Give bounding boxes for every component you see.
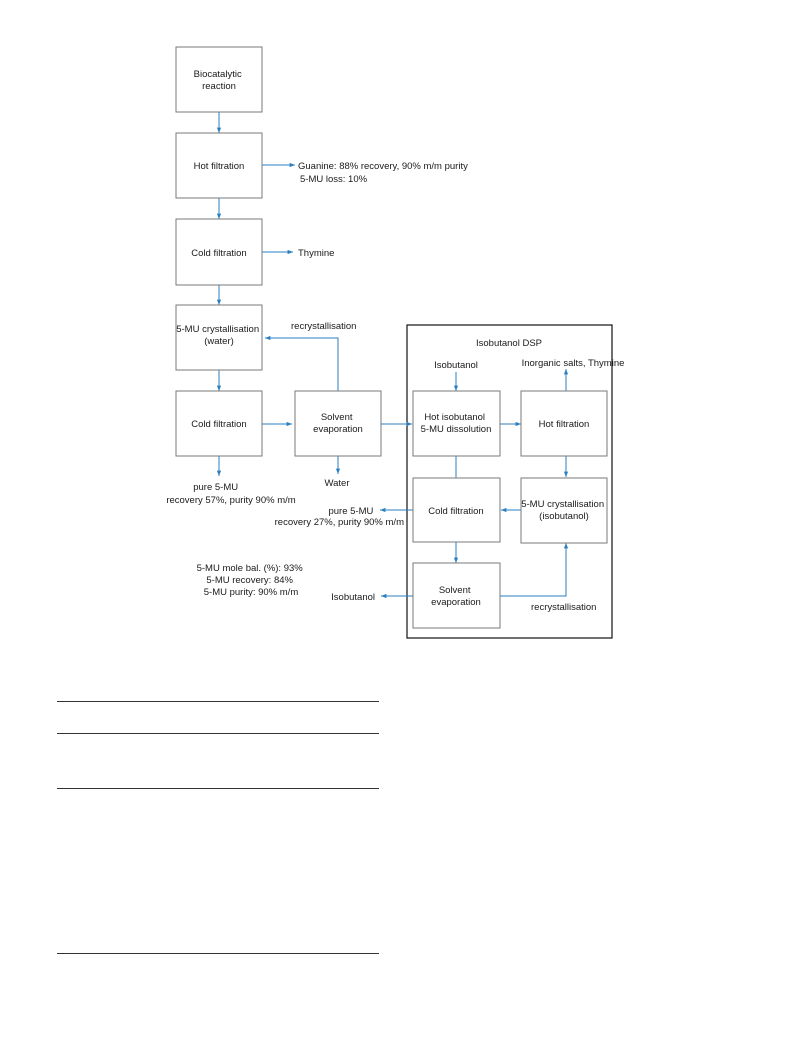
node-label: 5-MU crystallisation (water) <box>176 324 260 347</box>
label-water: Water <box>324 478 350 489</box>
label-pure-5mu-isobutanol: pure 5-MU recovery 27%, purity 90% m/m <box>274 506 404 528</box>
node-label: 5-MU crystallisation (isobutanol) <box>521 499 605 522</box>
horizontal-rule <box>57 953 379 954</box>
label-isobutanol-input: Isobutanol <box>434 360 478 371</box>
node-cold-filtration <box>176 219 262 285</box>
label-thymine: Thymine <box>298 248 335 259</box>
horizontal-rule <box>57 701 379 702</box>
node-solvent-evaporation <box>295 391 381 456</box>
label-guanine: Guanine: 88% recovery, 90% m/m purity 5-MU loss: 10% <box>298 161 468 185</box>
node-label: Solvent evaporation <box>431 585 481 608</box>
node-label: Cold filtration <box>191 419 247 430</box>
group-title: Isobutanol DSP <box>475 338 543 349</box>
node-cold-filtration-3 <box>413 478 500 542</box>
node-label: Cold filtration <box>428 506 484 517</box>
label-inorganic-salts: Inorganic salts, Thymine <box>521 358 625 369</box>
node-biocatalytic-reaction <box>176 47 262 112</box>
node-cold-filtration-2 <box>176 391 262 456</box>
label-isobutanol-output: Isobutanol <box>331 592 375 603</box>
node-label: Hot filtration <box>538 419 590 430</box>
node-label: Solvent evaporation <box>313 412 363 435</box>
node-label: Hot filtration <box>193 161 245 172</box>
label-pure-5mu-water: pure 5-MU recovery 57%, purity 90% m/m <box>166 482 296 506</box>
node-label: Hot isobutanol 5-MU dissolution <box>420 412 492 435</box>
horizontal-rule <box>57 788 379 789</box>
node-hot-filtration <box>176 133 262 198</box>
node-label: Cold filtration <box>191 248 247 259</box>
node-solvent-evaporation-2 <box>413 563 500 628</box>
label-recrystallisation-water: recrystallisation <box>291 321 357 332</box>
node-label: Biocatalytic reaction <box>193 69 242 92</box>
node-hot-isobutanol-dissolution <box>413 391 500 456</box>
label-recrystallisation-isobutanol: recrystallisation <box>531 602 597 613</box>
node-crystallisation-isobutanol <box>521 478 607 543</box>
link-recrystallisation-water <box>265 338 338 391</box>
horizontal-rule <box>57 733 379 734</box>
link-recrystallisation-isobutanol <box>500 543 566 596</box>
summary-text: 5-MU mole bal. (%): 93% 5-MU recovery: 84% 5-MU purity: 90% m/m <box>196 563 303 598</box>
node-crystallisation-water <box>176 305 262 370</box>
node-hot-filtration-2 <box>521 391 607 456</box>
